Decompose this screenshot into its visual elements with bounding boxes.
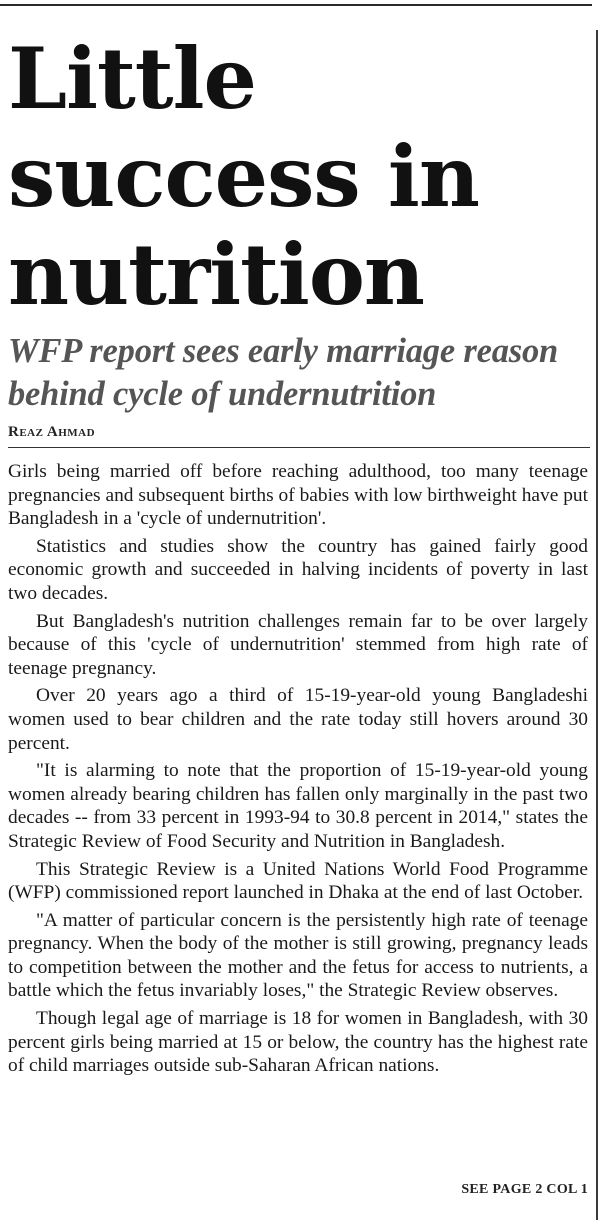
article-body [8, 460, 588, 1078]
byline: Reaz Ahmad [8, 424, 96, 440]
paragraph-4: Over 20 years ago a third of 15-19-year-old young Bangladeshi women used to bear children and the rate today still hovers around 30 percent. [8, 685, 588, 754]
paragraph-3: But Bangladesh's nutrition challenges remain far to be over largely because of this 'cycle of undernutrition' stemmed from high rate of teenage pregnancy. [8, 610, 588, 679]
continued-jump-line: SEE PAGE 2 COL 1 [461, 1182, 588, 1197]
headline: Little success in nutrition [8, 29, 479, 324]
paragraph-5: "It is alarming to note that the proportion of 15-19-year-old young women already bearing children has fallen only marginally in the past two decades -- from 33 percent in 1993-94 to 30.8 percent in 2014," states the Strategic Review of Food Security and Nutrition in Bangladesh. [8, 760, 588, 852]
paragraph-8: Though legal age of marriage is 18 for women in Bangladesh, with 30 percent girls being married at 15 or below, the country has the highest rate of child marriages outside sub-Saharan African nations. [8, 1008, 588, 1077]
paragraph-1: Girls being married off before reaching adulthood, too many teenage pregnancies and subsequent births of babies with low birthweight have put Bangladesh in a 'cycle of undernutrition'. [8, 461, 588, 530]
top-rule [0, 4, 592, 6]
paragraph-7: "A matter of particular concern is the persistently high rate of teenage pregnancy. When the body of the mother is still growing, pregnancy leads to competition between the mother and the fetus for access to nutrients, a battle which the fetus invariably loses," the Strategic Review observes. [8, 909, 588, 1002]
article [8, 30, 588, 1082]
paragraph-2: Statistics and studies show the country has gained fairly good economic growth and succeeded in halving incidents of poverty in last two decades. [8, 535, 588, 604]
paragraph-6: This Strategic Review is a United Nations World Food Programme (WFP) commissioned report launched in Dhaka at the end of last October. [8, 858, 588, 904]
column-rule [596, 30, 598, 1220]
byline-rule [8, 447, 590, 448]
subheadline: WFP report sees early marriage reason behind cycle of undernutrition [8, 332, 559, 413]
